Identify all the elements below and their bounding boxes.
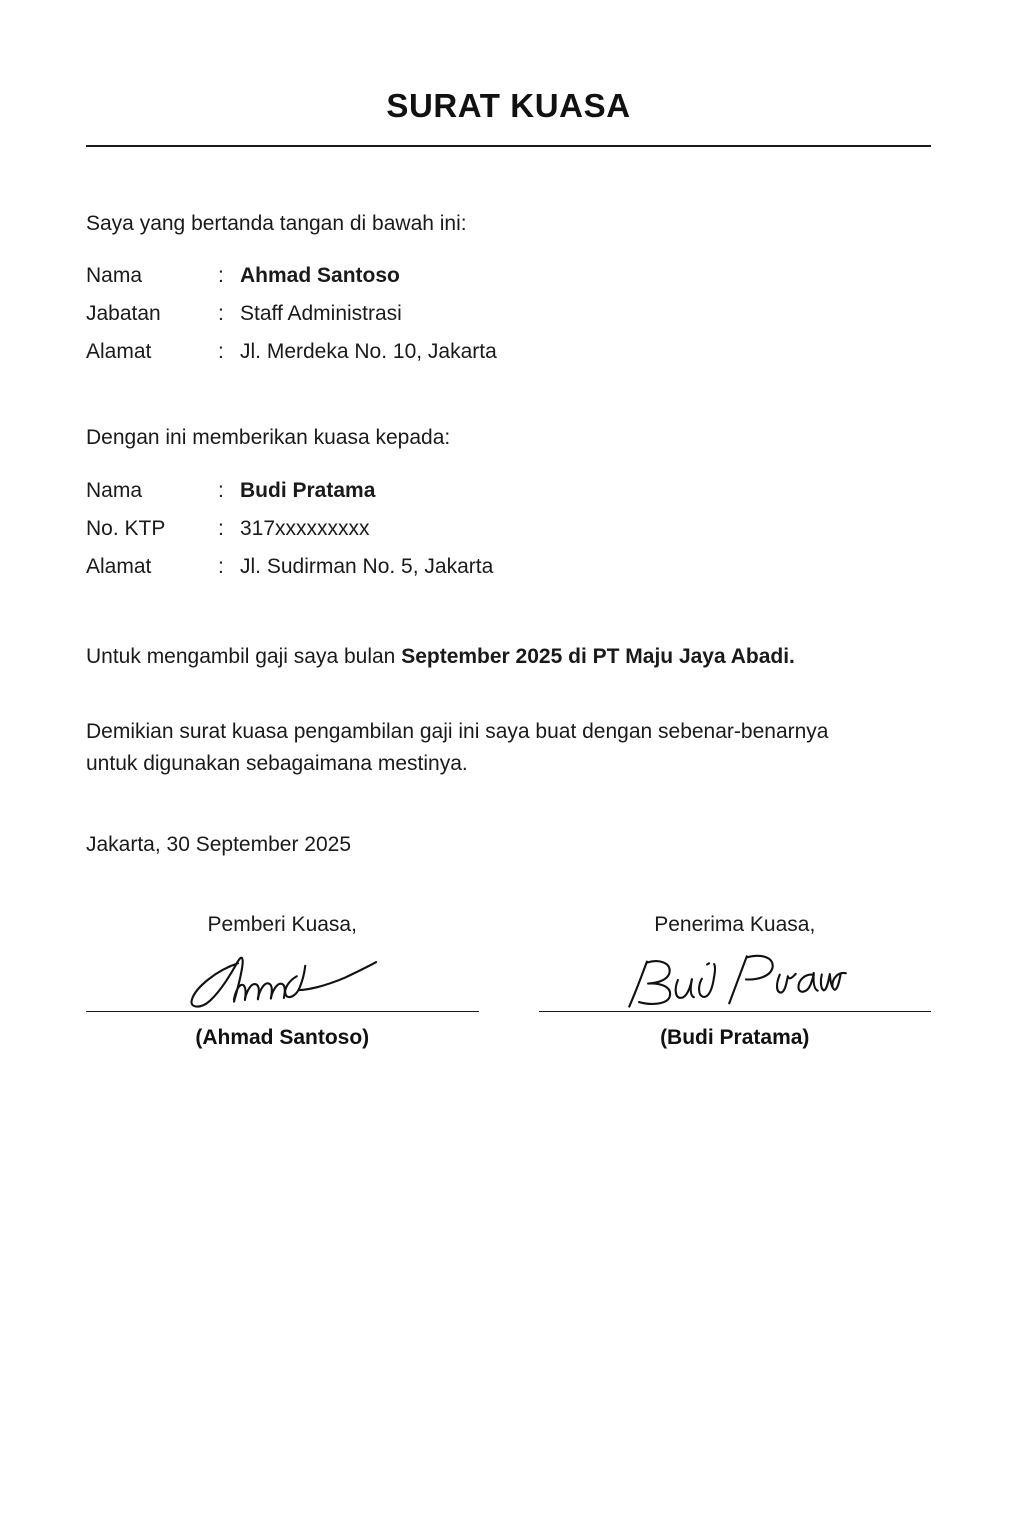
closing-paragraph: Demikian surat kuasa pengambilan gaji ini saya buat dengan sebenar-benarnya untuk digunakan sebagaimana mestinya. <box>86 719 829 775</box>
table-row <box>86 265 497 303</box>
signatory-printed-name: (Ahmad Santoso) <box>195 1026 370 1050</box>
signatory-printed-name: (Budi Pratama) <box>660 1026 810 1050</box>
grantor-identity-table <box>86 265 497 379</box>
field-label: Jabatan <box>86 302 161 326</box>
purpose-paragraph <box>86 641 931 673</box>
field-label: No. KTP <box>86 516 166 540</box>
purpose-prefix: Untuk mengambil gaji saya bulan <box>86 644 402 668</box>
table-row <box>86 341 497 379</box>
handwritten-signature-icon <box>537 941 932 1019</box>
field-value-nama: Ahmad Santoso <box>240 264 400 288</box>
signature-block-grantee <box>515 912 932 1050</box>
table-row <box>86 518 493 556</box>
grantee-identity-table <box>86 480 493 594</box>
grantee-intro-line: Dengan ini memberikan kuasa kepada: <box>86 426 451 450</box>
field-value-alamat: Jl. Sudirman No. 5, Jakarta <box>240 554 494 578</box>
field-colon: : <box>218 516 224 540</box>
handwritten-signature-icon <box>85 943 480 1019</box>
date-line: Jakarta, 30 September 2025 <box>86 832 352 856</box>
signature-row <box>86 912 931 1050</box>
field-label: Alamat <box>86 554 152 578</box>
field-colon: : <box>218 264 224 288</box>
table-row <box>86 480 493 518</box>
field-label: Nama <box>86 478 143 502</box>
field-value-nama: Budi Pratama <box>240 478 376 502</box>
purpose-emphasis: September 2025 di PT Maju Jaya Abadi. <box>401 644 795 668</box>
signature-area <box>539 943 932 1011</box>
signature-block-grantor <box>86 912 515 1050</box>
field-colon: : <box>218 302 224 326</box>
page-title: SURAT KUASA <box>386 87 631 124</box>
title-divider <box>86 145 931 147</box>
field-colon: : <box>218 554 224 578</box>
field-colon: : <box>218 340 224 364</box>
table-row <box>86 556 493 594</box>
table-row <box>86 303 497 341</box>
field-value-jabatan: Staff Administrasi <box>240 302 402 326</box>
field-label: Nama <box>86 264 143 288</box>
field-label: Alamat <box>86 340 152 364</box>
signature-area <box>86 943 479 1011</box>
field-value-alamat: Jl. Merdeka No. 10, Jakarta <box>240 340 497 364</box>
intro-line: Saya yang bertanda tangan di bawah ini: <box>86 211 467 235</box>
field-value-ktp: 317xxxxxxxxx <box>240 516 370 540</box>
signature-heading: Pemberi Kuasa, <box>207 912 357 936</box>
field-colon: : <box>218 478 224 502</box>
signature-heading: Penerima Kuasa, <box>654 912 816 936</box>
